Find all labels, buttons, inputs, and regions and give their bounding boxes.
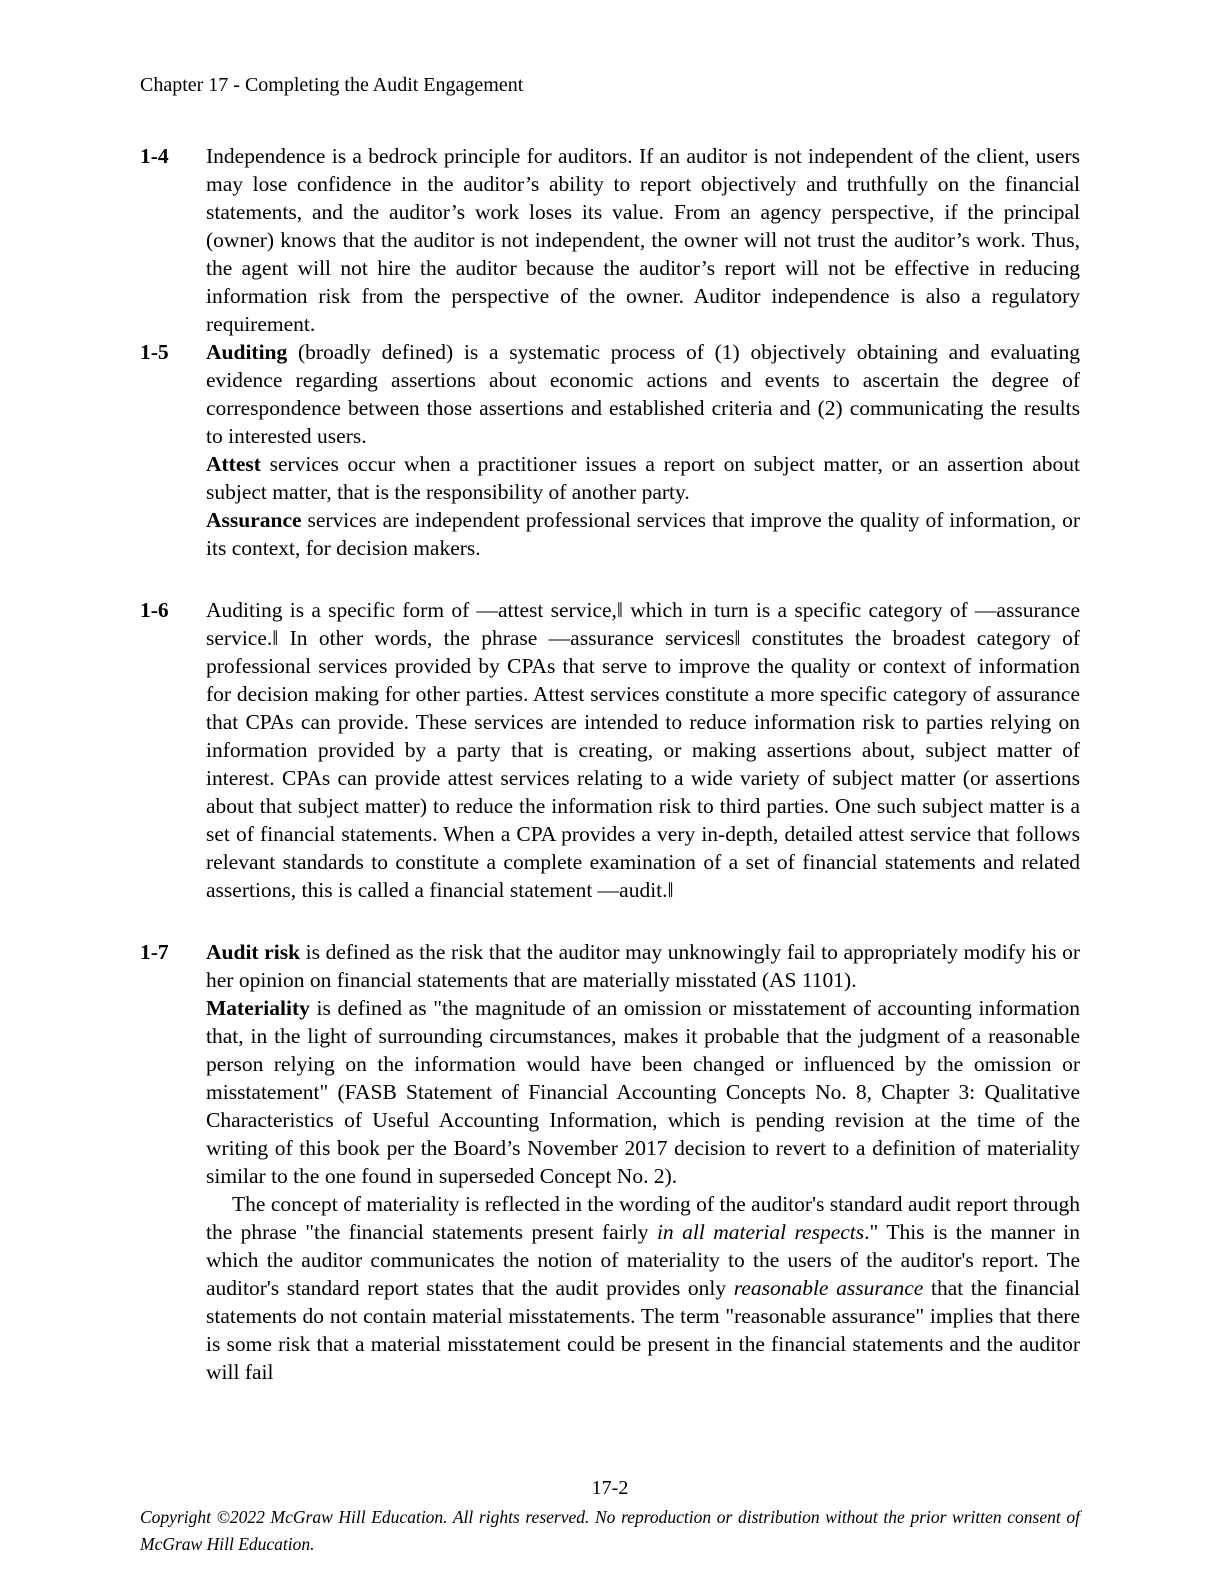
text-run: Auditing is a specific form of ―attest service,‖ which in turn is a specific category of ―assurance service.‖ In other words, the phrase ―assurance services‖ constitutes the broadest category of professional services provided by CPAs that serve to improve the quality or context of information for decision making for other parties. Attest services constitute a more specific category of assurance that CPAs can provide. These services are intended to reduce information risk to parties relying on information provided by a party that is creating, or making assertions about, subject matter of interest. CPAs can provide attest services relating to a wide variety of subject matter (or assertions about that subject matter) to reduce the information risk to third parties. One such subject matter is a set of financial statements. When a CPA provides a very in-depth, detailed attest service that follows relevant standards to constitute a complete examination of a set of financial statements and related assertions, this is called a financial statement ―audit.‖ <box>206 598 1080 902</box>
paragraph <box>206 506 1080 562</box>
bold-term: Materiality <box>206 996 310 1020</box>
bold-term: Attest <box>206 452 261 476</box>
bold-term: Assurance <box>206 508 302 532</box>
paragraph <box>206 142 1080 338</box>
answer-text <box>206 596 1080 904</box>
qa-item <box>140 596 1080 904</box>
answer-text <box>206 142 1080 338</box>
page-number: 17-2 <box>591 1477 629 1499</box>
italic-phrase: in all material respects <box>656 1220 865 1244</box>
paragraph <box>206 338 1080 450</box>
answer-text <box>206 938 1080 1386</box>
text-run: The concept of materiality is reflected in the wording of the auditor's standard audit report through the phrase "the financial statements present fairly <box>206 1192 1080 1244</box>
text-run: services are independent professional services that improve the quality of information, or its context, for decision makers. <box>206 508 1080 560</box>
text-run: Independence is a bedrock principle for auditors. If an auditor is not independent of the client, users may lose confidence in the auditor’s ability to report objectively and truthfully on the financial statements, and the auditor’s work loses its value. From an agency perspective, if the principal (owner) knows that the auditor is not independent, the owner will not trust the auditor’s work. Thus, the agent will not hire the auditor because the auditor’s report will not be effective in reducing information risk from the perspective of the owner. Auditor independence is also a regulatory requirement. <box>206 144 1080 336</box>
page-footer <box>140 1476 1080 1558</box>
bold-term: Auditing <box>206 340 288 364</box>
text-run: that the financial statements do not contain material misstatements. The term "reasonable assurance" implies that there is some risk that a material misstatement could be present in the financial statements and the auditor will fail <box>206 1276 1081 1384</box>
paragraph <box>206 938 1080 994</box>
paragraph <box>206 450 1080 506</box>
copyright-notice: Copyright ©2022 McGraw Hill Education. All rights reserved. No reproduction or distribution without the prior written consent of McGraw Hill Education. <box>140 1507 1080 1554</box>
question-number: 1-5 <box>140 340 169 364</box>
question-number: 1-4 <box>140 144 169 168</box>
qa-item <box>140 142 1080 338</box>
answer-text <box>206 338 1080 562</box>
paragraph <box>206 1190 1080 1386</box>
text-run: (broadly defined) is a systematic process of (1) objectively obtaining and evaluating evidence regarding assertions about economic actions and events to ascertain the degree of correspondence between those assertions and established criteria and (2) communicating the results to interested users. <box>206 340 1080 448</box>
text-run: services occur when a practitioner issues a report on subject matter, or an assertion about subject matter, that is the responsibility of another party. <box>206 452 1080 504</box>
qa-list <box>140 142 1080 1386</box>
text-run: is defined as "the magnitude of an omission or misstatement of accounting information that, in the light of surrounding circumstances, makes it probable that the judgment of a reasonable person relying on the information would have been changed or influenced by the omission or misstatement" (FASB Statement of Financial Accounting Concepts No. 8, Chapter 3: Qualitative Characteristics of Useful Accounting Information, which is pending revision at the time of the writing of this book per the Board’s November 2017 decision to revert to a definition of materiality similar to the one found in superseded Concept No. 2). <box>206 996 1080 1188</box>
question-number: 1-6 <box>140 598 169 622</box>
bold-term: Audit risk <box>206 940 301 964</box>
text-run: is defined as the risk that the auditor may unknowingly fail to appropriately modify his or her opinion on financial statements that are materially misstated (AS 1101). <box>206 940 1080 992</box>
qa-item <box>140 938 1080 1386</box>
paragraph <box>206 596 1080 904</box>
paragraph <box>206 994 1080 1190</box>
italic-phrase: reasonable assurance <box>733 1276 924 1300</box>
chapter-header: Chapter 17 - Completing the Audit Engagement <box>140 74 524 96</box>
question-number: 1-7 <box>140 940 169 964</box>
qa-item <box>140 338 1080 562</box>
text-run: ." This is the manner in which the auditor communicates the notion of materiality to the users of the auditor's report. The auditor's standard report states that the audit provides only <box>206 1220 1081 1300</box>
